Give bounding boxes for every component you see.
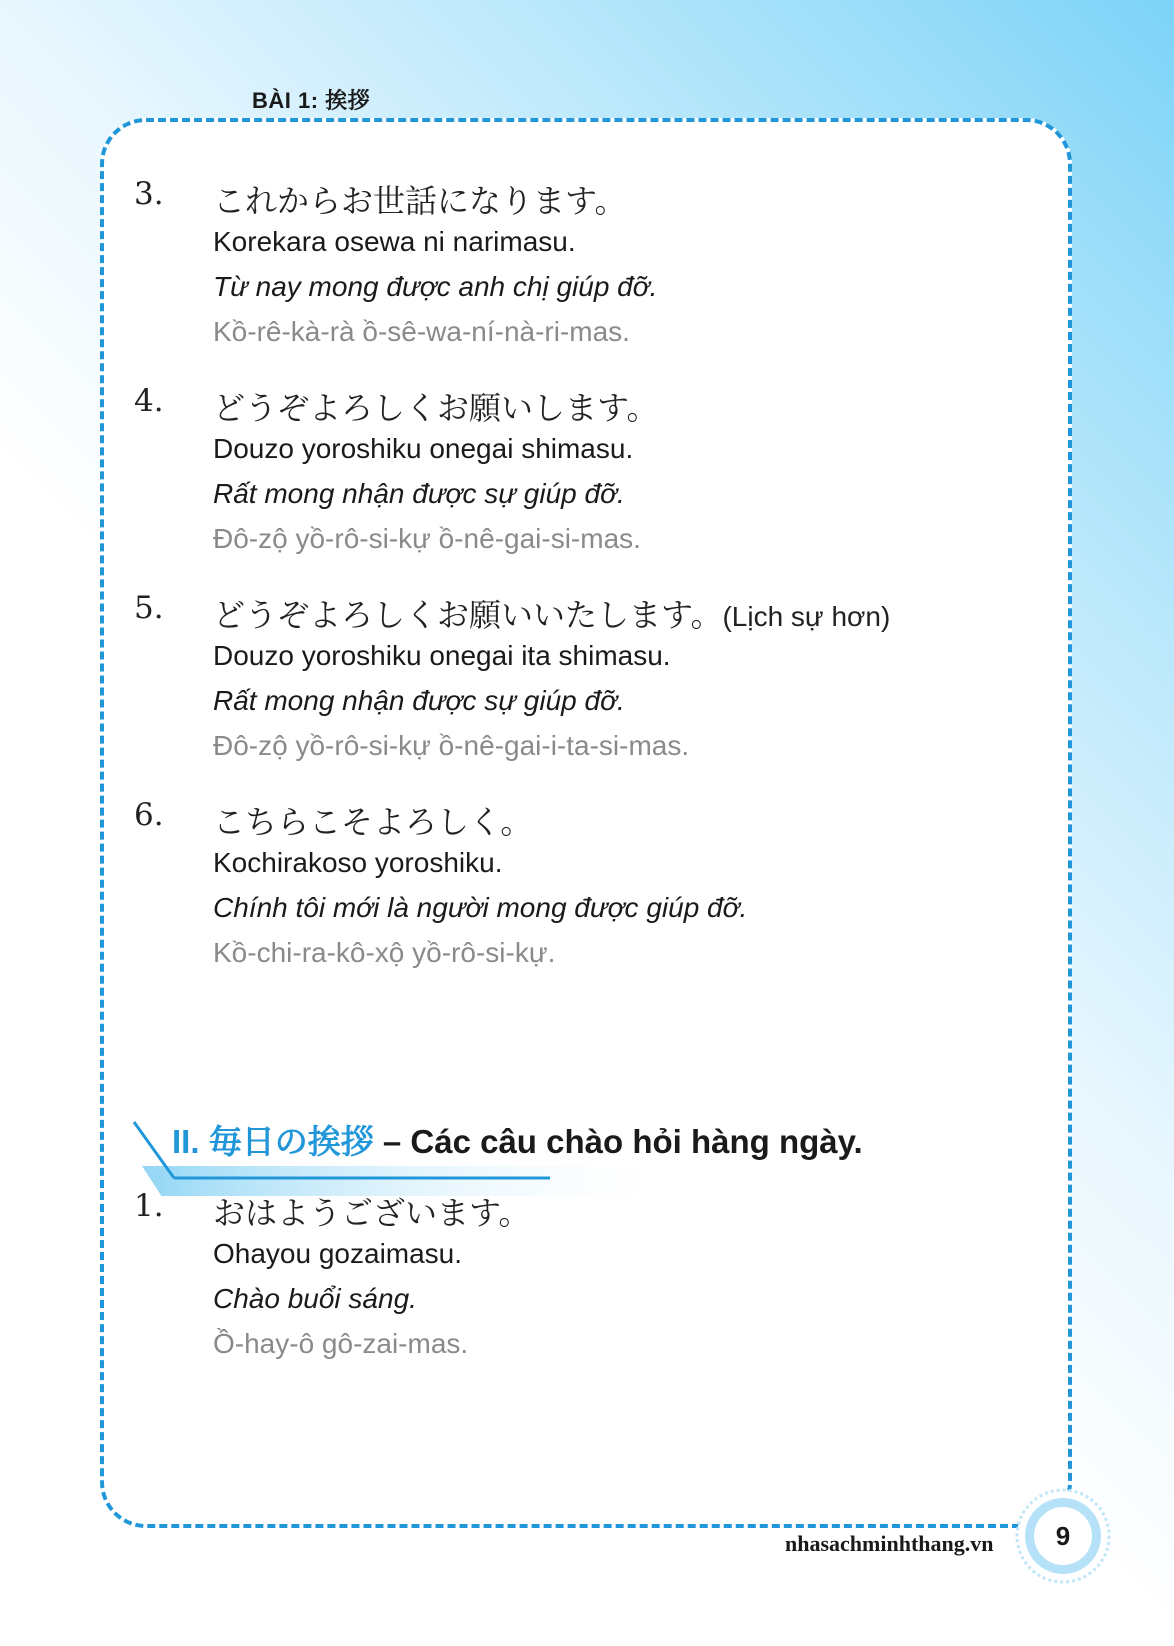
phrase-japanese: どうぞよろしくお願いいたします。(Lịch sự hơn) xyxy=(213,596,891,634)
phrase-number: 3. xyxy=(134,176,164,212)
phrase-japanese: これからお世話になります。 xyxy=(213,182,627,220)
page-number-badge xyxy=(1013,1486,1113,1586)
politeness-note: (Lịch sự hơn) xyxy=(722,601,891,632)
section-number: II. xyxy=(172,1123,200,1160)
phrase-number: 5. xyxy=(134,590,164,626)
phrase-pronunciation: Đô-zộ yồ-rô-si-kự ồ-nê-gai-si-mas. xyxy=(213,523,641,554)
phrase-pronunciation: Kồ-chi-ra-kô-xộ yồ-rô-si-kự. xyxy=(213,937,556,968)
phrase-romaji: Kochirakoso yoroshiku. xyxy=(213,847,503,878)
phrase-japanese: どうぞよろしくお願いします。 xyxy=(213,389,659,427)
phrase-pronunciation: Ồ-hay-ô gô-zai-mas. xyxy=(213,1328,469,1359)
phrase-meaning: Từ nay mong được anh chị giúp đỡ. xyxy=(213,271,658,302)
phrase-japanese: こちらこそよろしく。 xyxy=(213,803,533,841)
phrase-number: 4. xyxy=(134,383,164,419)
phrase-meaning: Chính tôi mới là người mong được giúp đỡ. xyxy=(213,892,748,923)
phrase-meaning: Rất mong nhận được sự giúp đỡ. xyxy=(213,685,625,716)
phrase-number: 6. xyxy=(134,797,164,833)
phrase-pronunciation: Đô-zộ yồ-rô-si-kự ồ-nê-gai-i-ta-si-mas. xyxy=(213,730,690,761)
phrase-romaji: Korekara osewa ni narimasu. xyxy=(213,226,576,257)
phrase-pronunciation: Kồ-rê-kà-rà ồ-sê-wa-ní-nà-ri-mas. xyxy=(213,316,630,347)
phrase-meaning: Chào buổi sáng. xyxy=(213,1283,417,1314)
phrase-romaji: Douzo yoroshiku onegai ita shimasu. xyxy=(213,640,671,671)
section-title xyxy=(172,1116,863,1163)
phrase-meaning: Rất mong nhận được sự giúp đỡ. xyxy=(213,478,625,509)
lesson-label: BÀI 1: 挨拶 xyxy=(252,88,371,113)
phrase-romaji: Ohayou gozaimasu. xyxy=(213,1238,463,1269)
section-heading xyxy=(130,1116,863,1196)
footer-website: nhasachminhthang.vn xyxy=(785,1531,994,1556)
phrase-japanese: おはようございます。 xyxy=(213,1194,531,1232)
phrase-romaji: Douzo yoroshiku onegai shimasu. xyxy=(213,433,634,464)
section-vietnamese: Các câu chào hỏi hàng ngày. xyxy=(410,1123,863,1160)
section-japanese: 毎日の挨拶 xyxy=(208,1123,374,1160)
phrase-number: 1. xyxy=(134,1188,164,1224)
section-separator: – xyxy=(382,1123,402,1160)
page-number: 9 xyxy=(1055,1521,1071,1551)
